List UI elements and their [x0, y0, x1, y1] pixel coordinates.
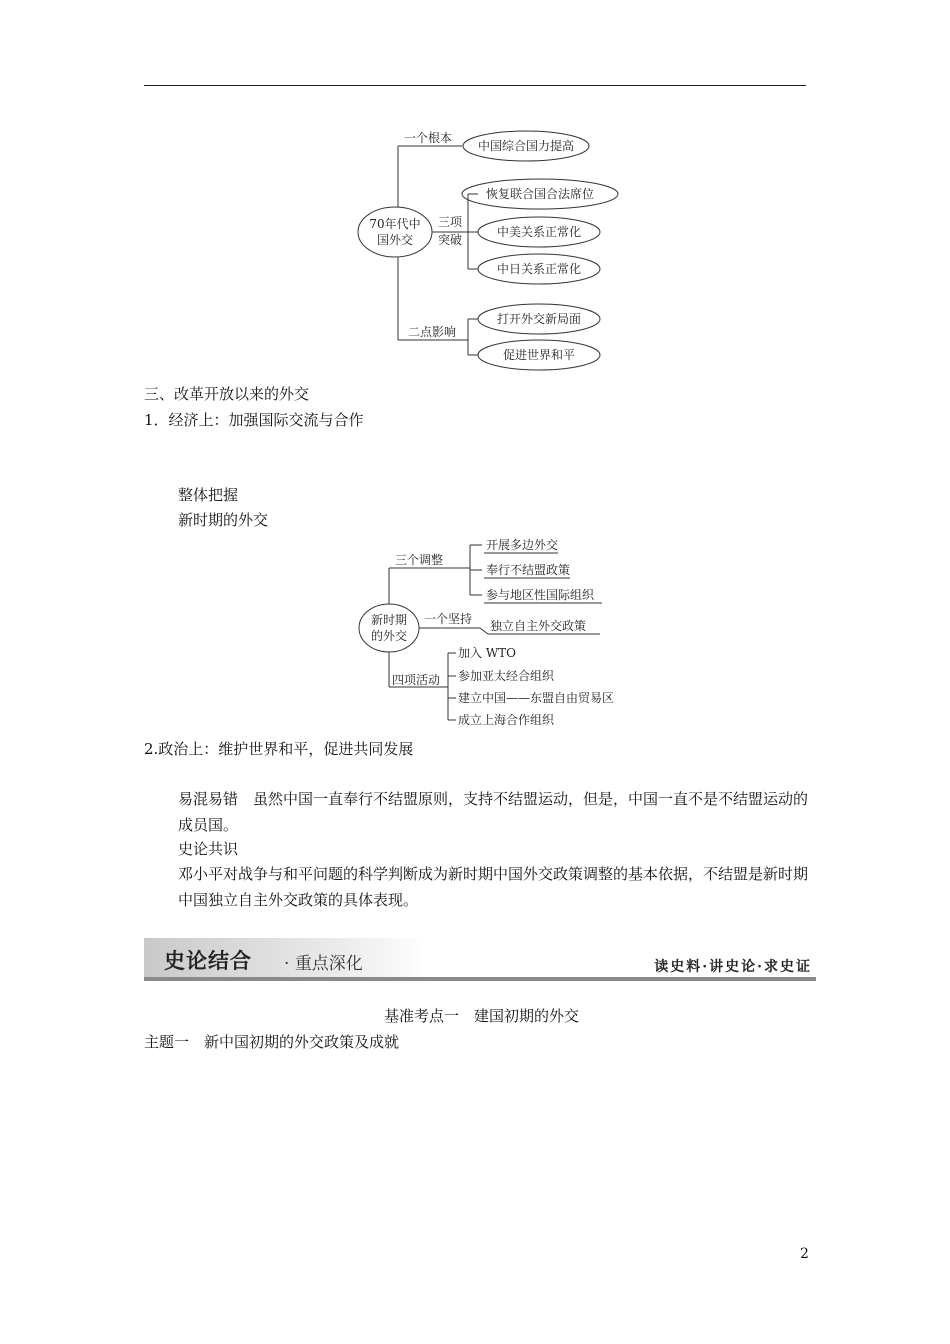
center-label-2: 国外交	[376, 233, 414, 247]
branch-insist-label: 一个坚持	[423, 612, 473, 626]
adjust-item-3: 参与地区性国际组织	[486, 588, 595, 602]
breakthrough-item-1: 恢复联合国合法席位	[485, 187, 595, 201]
root-item-label: 中国综合国力提高	[477, 139, 575, 153]
banner-right-slogan: 读史料·讲史论·求史证	[654, 959, 812, 975]
section-3-title: 三、改革开放以来的外交	[144, 385, 310, 403]
center-node-2	[359, 604, 419, 652]
impact-item-1: 打开外交新局面	[496, 312, 582, 326]
adjust-item-2: 奉行不结盟政策	[486, 563, 571, 577]
branch-impact-label: 二点影响	[407, 325, 457, 339]
exam-point-title: 基准考点一 建国初期的外交	[384, 1007, 580, 1025]
activity-item-3: 建立中国——东盟自由贸易区	[458, 691, 615, 705]
section-banner	[144, 938, 816, 984]
center-node	[358, 207, 432, 257]
consensus-label: 史论共识	[178, 840, 239, 858]
branch-root-label: 一个根本	[403, 131, 453, 145]
theme-1: 主题一 新中国初期的外交政策及成就	[144, 1033, 400, 1051]
diagram-70s-diplomacy	[350, 120, 630, 380]
banner-subtitle-text: 重点深化	[294, 954, 363, 974]
branch-breakthrough-label-1: 三项	[437, 215, 463, 229]
insist-item: 独立自主外交政策	[490, 619, 587, 633]
branch-breakthrough-label-2: 突破	[437, 233, 463, 247]
branch-adjust-label: 三个调整	[394, 553, 444, 567]
diagram-new-era-diplomacy	[350, 532, 640, 737]
branch-activities-label: 四项活动	[391, 673, 441, 687]
adjust-item-1: 开展多边外交	[486, 538, 559, 552]
item-2-politics: 2.政治上：维护世界和平，促进共同发展	[144, 740, 414, 758]
overall-subtitle: 新时期的外交	[178, 511, 269, 529]
center2-label-1: 新时期	[370, 613, 408, 627]
consensus-text: 邓小平对战争与和平问题的科学判断成为新时期中国外交政策调整的基本依据，不结盟是新时期中国独立自主外交政策的具体表现。	[178, 865, 809, 909]
center2-label-2: 的外交	[370, 629, 408, 643]
banner-dot: ·	[284, 954, 290, 974]
banner-rule	[144, 977, 816, 981]
center-label-1: 70年代中	[369, 217, 421, 231]
overall-label: 整体把握	[178, 486, 239, 504]
note-confusion: 易混易错 虽然中国一直奉行不结盟原则，支持不结盟运动，但是，中国一直不是不结盟运动的成员国。	[178, 790, 809, 834]
page-number: 2	[800, 1246, 809, 1262]
banner-subtitle	[284, 949, 363, 974]
breakthrough-item-3: 中日关系正常化	[496, 262, 582, 276]
impact-item-2: 促进世界和平	[502, 348, 576, 362]
activity-item-4: 成立上海合作组织	[458, 713, 555, 727]
activity-item-1: 加入 WTO	[458, 646, 516, 660]
banner-main-title: 史论结合	[164, 949, 252, 973]
breakthrough-item-2: 中美关系正常化	[496, 225, 582, 239]
item-1-economy: 1．经济上：加强国际交流与合作	[144, 411, 364, 429]
activity-item-2: 参加亚太经合组织	[458, 669, 555, 683]
header-rule	[144, 85, 806, 86]
